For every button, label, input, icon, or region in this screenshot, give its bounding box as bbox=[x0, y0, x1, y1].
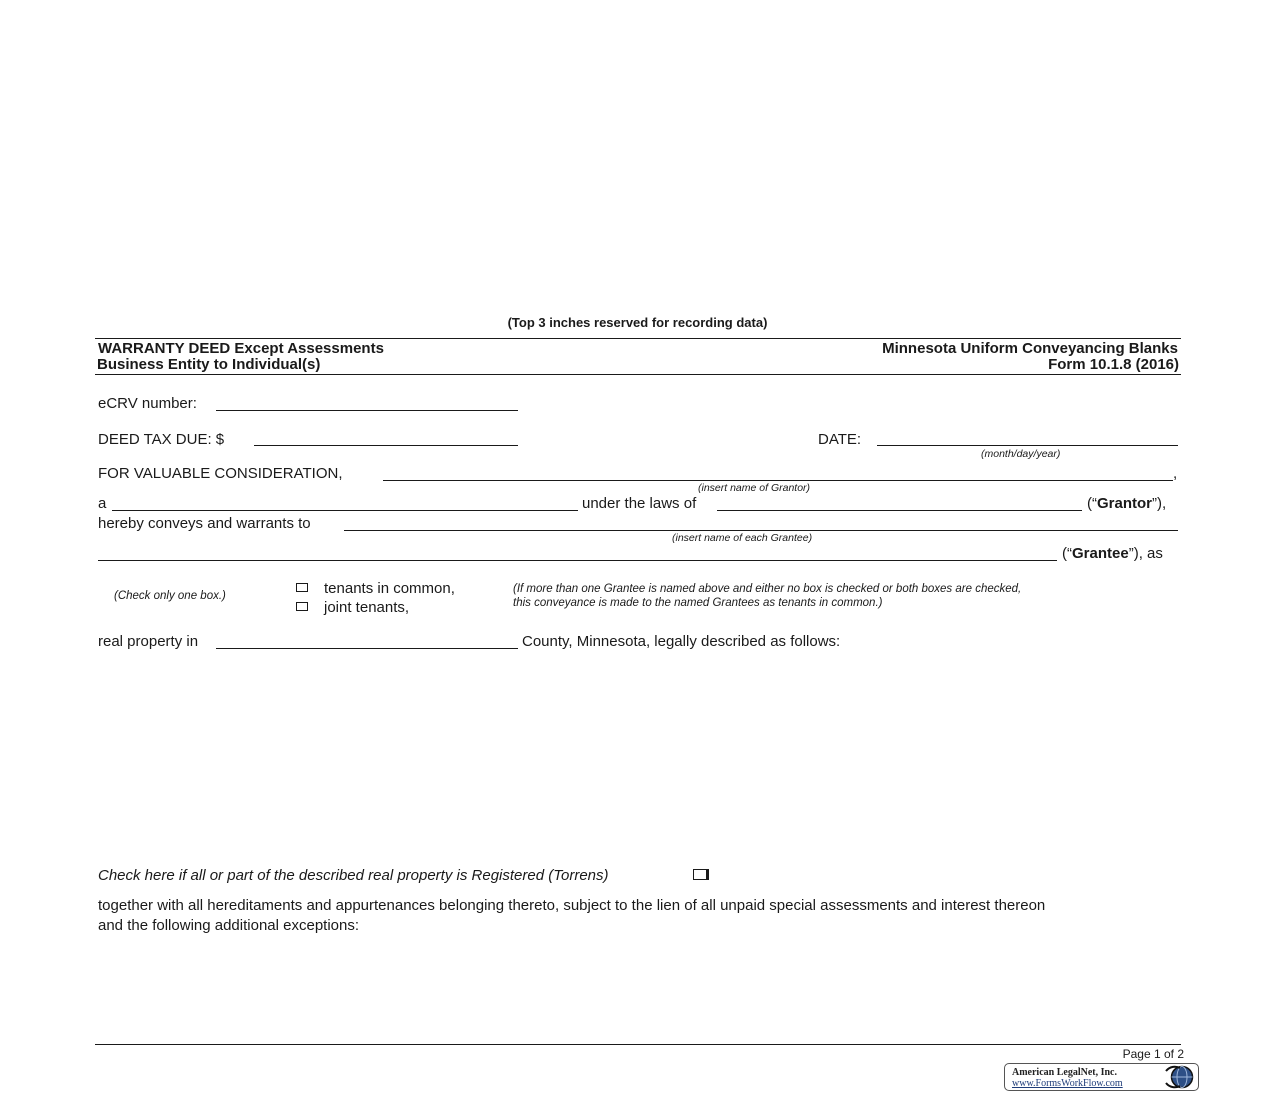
tenants-in-common-checkbox[interactable] bbox=[296, 583, 308, 592]
grantee-open: (“ bbox=[1062, 545, 1072, 562]
grantor-hint: (insert name of Grantor) bbox=[698, 482, 811, 494]
torrens-text: Check here if all or part of the described real property is Registered (Torrens) bbox=[98, 867, 609, 884]
county-field[interactable] bbox=[216, 648, 518, 649]
header-top-rule bbox=[95, 338, 1181, 339]
under-laws-label: under the laws of bbox=[582, 495, 697, 512]
logo-url: www.FormsWorkFlow.com bbox=[1012, 1078, 1123, 1089]
form-subtitle: Business Entity to Individual(s) bbox=[97, 356, 321, 373]
grantee-name-field[interactable] bbox=[344, 530, 1178, 531]
grantor-defined-term bbox=[1087, 495, 1166, 513]
together-line1: together with all hereditaments and appurtenances belonging thereto, subject to the lien of all unpaid special assessments and interest thereon bbox=[98, 897, 1046, 914]
county-text: County, Minnesota, legally described as follows: bbox=[522, 633, 841, 650]
globe-icon bbox=[1162, 1065, 1196, 1089]
form-title: WARRANTY DEED Except Assessments bbox=[98, 340, 384, 357]
torrens-checkbox[interactable] bbox=[693, 869, 709, 880]
joint-tenants-label: joint tenants, bbox=[324, 599, 410, 616]
deed-tax-field[interactable] bbox=[254, 445, 518, 446]
page-number: Page 1 of 2 bbox=[1122, 1047, 1184, 1061]
grantee-name-field-2[interactable] bbox=[98, 560, 1057, 561]
grantor-close: ”), bbox=[1152, 495, 1167, 512]
header-bottom-rule bbox=[95, 374, 1181, 375]
date-label: DATE: bbox=[818, 431, 862, 448]
grantor-open: (“ bbox=[1087, 495, 1097, 512]
ecrv-label: eCRV number: bbox=[98, 395, 197, 412]
date-hint: (month/day/year) bbox=[981, 448, 1061, 460]
grantee-defined-term bbox=[1062, 545, 1163, 563]
a-label: a bbox=[98, 495, 107, 512]
entity-type-field[interactable] bbox=[112, 510, 578, 511]
grantee-close: ”), as bbox=[1128, 545, 1163, 562]
tenancy-note-line1: (If more than one Grantee is named above and either no box is checked or both boxes are checked, bbox=[513, 583, 1022, 595]
form-number: Form 10.1.8 (2016) bbox=[1048, 356, 1179, 373]
org-name: Minnesota Uniform Conveyancing Blanks bbox=[882, 340, 1178, 357]
tenants-in-common-label: tenants in common, bbox=[324, 580, 455, 597]
tenancy-note-line2: this conveyance is made to the named Grantees as tenants in common.) bbox=[513, 597, 883, 609]
logo-company: American LegalNet, Inc. bbox=[1012, 1067, 1117, 1078]
check-only-one-note: (Check only one box.) bbox=[114, 590, 226, 602]
publisher-logo bbox=[1004, 1063, 1199, 1091]
ecrv-field[interactable] bbox=[216, 410, 518, 411]
conveys-label: hereby conveys and warrants to bbox=[98, 515, 311, 532]
grantor-name-field[interactable] bbox=[383, 480, 1173, 481]
recording-note: (Top 3 inches reserved for recording data) bbox=[507, 315, 768, 330]
joint-tenants-checkbox[interactable] bbox=[296, 602, 308, 611]
grantor-term: Grantor bbox=[1097, 495, 1153, 512]
date-field[interactable] bbox=[877, 445, 1178, 446]
consideration-lead: FOR VALUABLE CONSIDERATION, bbox=[98, 465, 343, 482]
deed-tax-label: DEED TAX DUE: $ bbox=[98, 431, 225, 448]
trailing-comma: , bbox=[1173, 465, 1178, 482]
grantee-term: Grantee bbox=[1072, 545, 1129, 562]
together-line2: and the following additional exceptions: bbox=[98, 917, 360, 934]
grantee-hint: (insert name of each Grantee) bbox=[672, 532, 813, 544]
footer-rule bbox=[95, 1044, 1181, 1045]
jurisdiction-field[interactable] bbox=[717, 510, 1082, 511]
real-property-label: real property in bbox=[98, 633, 199, 650]
